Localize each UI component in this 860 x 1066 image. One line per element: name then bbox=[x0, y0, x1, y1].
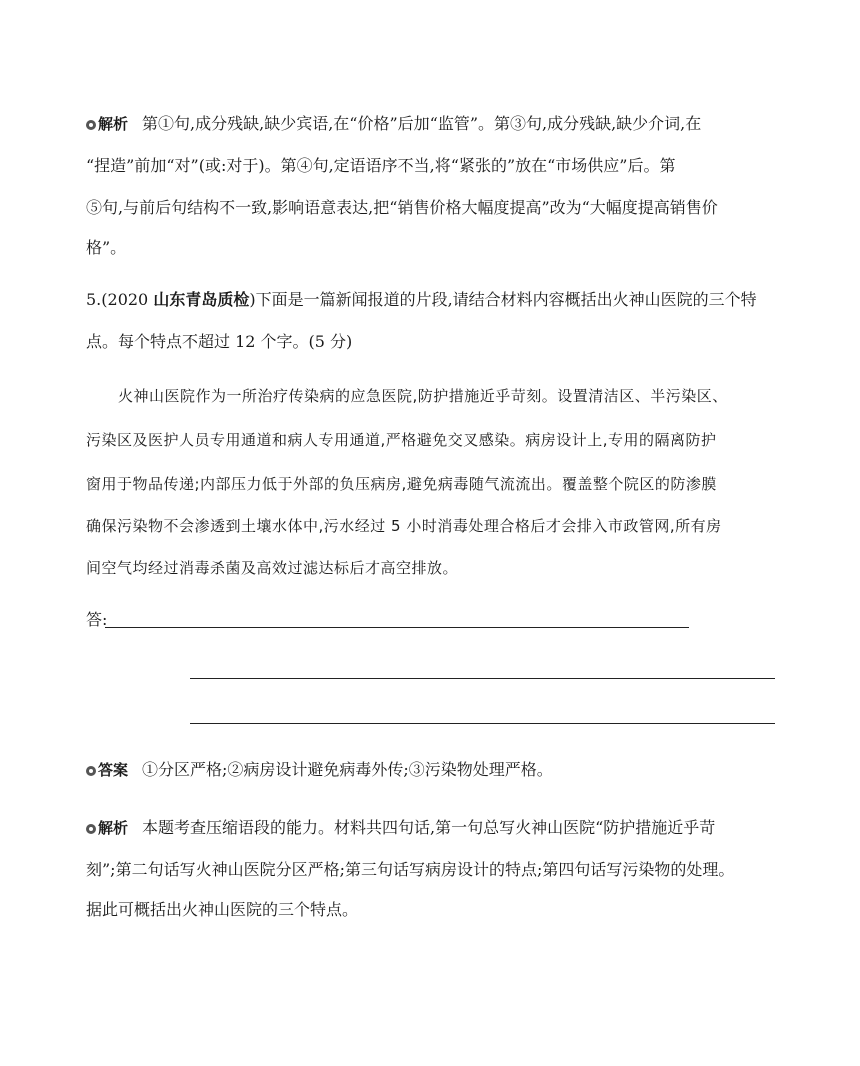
analysis-line: 据此可概括出火神山医院的三个特点。 bbox=[86, 900, 359, 919]
analysis-bullet-icon bbox=[86, 824, 96, 834]
answer-blank-line[interactable] bbox=[190, 723, 775, 724]
passage-line: 窗用于物品传递;内部压力低于外部的负压病房,避免病毒随气流流出。覆盖整个院区的防渗膜 bbox=[86, 475, 717, 493]
analysis-text: 第①句,成分残缺,缺少宾语,在“价格”后加“监管”。第③句,成分残缺,缺少介词,在 bbox=[142, 114, 702, 133]
question-line: 点。每个特点不超过 12 个字。(5 分) bbox=[86, 332, 353, 351]
passage-line: 火神山医院作为一所治疗传染病的应急医院,防护措施近乎苛刻。设置清洁区、半污染区、 bbox=[118, 387, 728, 405]
answer-blank-line[interactable] bbox=[190, 678, 775, 679]
question-text: 下面是一篇新闻报道的片段,请结合材料内容概括出火神山医院的三个特 bbox=[255, 290, 757, 309]
analysis-line: 格”。 bbox=[86, 238, 127, 257]
answer-line bbox=[86, 760, 553, 780]
passage-line: 污染区及医护人员专用通道和病人专用通道,严格避免交叉感染。病房设计上,专用的隔离防护 bbox=[86, 431, 717, 449]
analysis-line: 刻”;第二句话写火神山医院分区严格;第三句话写病房设计的特点;第四句话写污染物的处理。 bbox=[86, 860, 735, 879]
answer-blank-line[interactable] bbox=[105, 627, 689, 628]
analysis-label: 解析 bbox=[98, 115, 129, 133]
question-source: 山东青岛质检 bbox=[153, 290, 250, 309]
question-number: 5. bbox=[86, 290, 102, 309]
question-line bbox=[86, 290, 757, 310]
analysis-line: “捏造”前加“对”(或:对于)。第④句,定语语序不当,将“紧张的”放在“市场供应”后。第 bbox=[86, 156, 676, 175]
analysis-line bbox=[86, 818, 715, 838]
analysis-text: 本题考查压缩语段的能力。材料共四句话,第一句总写火神山医院“防护措施近乎苛 bbox=[142, 818, 716, 837]
analysis-label: 解析 bbox=[98, 819, 129, 837]
passage-line: 间空气均经过消毒杀菌及高效过滤达标后才高空排放。 bbox=[86, 559, 459, 577]
analysis-line: ⑤句,与前后句结构不一致,影响语意表达,把“销售价格大幅度提高”改为“大幅度提高销售价 bbox=[86, 198, 718, 217]
analysis-line bbox=[86, 114, 701, 134]
passage-line: 确保污染物不会渗透到土壤水体中,污水经过 5 小时消毒处理合格后才会排入市政管网,所有房 bbox=[86, 517, 722, 535]
question-source-prefix: (2020 bbox=[101, 290, 154, 309]
analysis-bullet-icon bbox=[86, 120, 96, 130]
answer-prompt: 答: bbox=[86, 610, 108, 629]
answer-text: ①分区严格;②病房设计避免病毒外传;③污染物处理严格。 bbox=[142, 760, 553, 779]
answer-label: 答案 bbox=[98, 761, 129, 779]
question-source-suffix: ) bbox=[249, 290, 256, 309]
answer-bullet-icon bbox=[86, 766, 96, 776]
